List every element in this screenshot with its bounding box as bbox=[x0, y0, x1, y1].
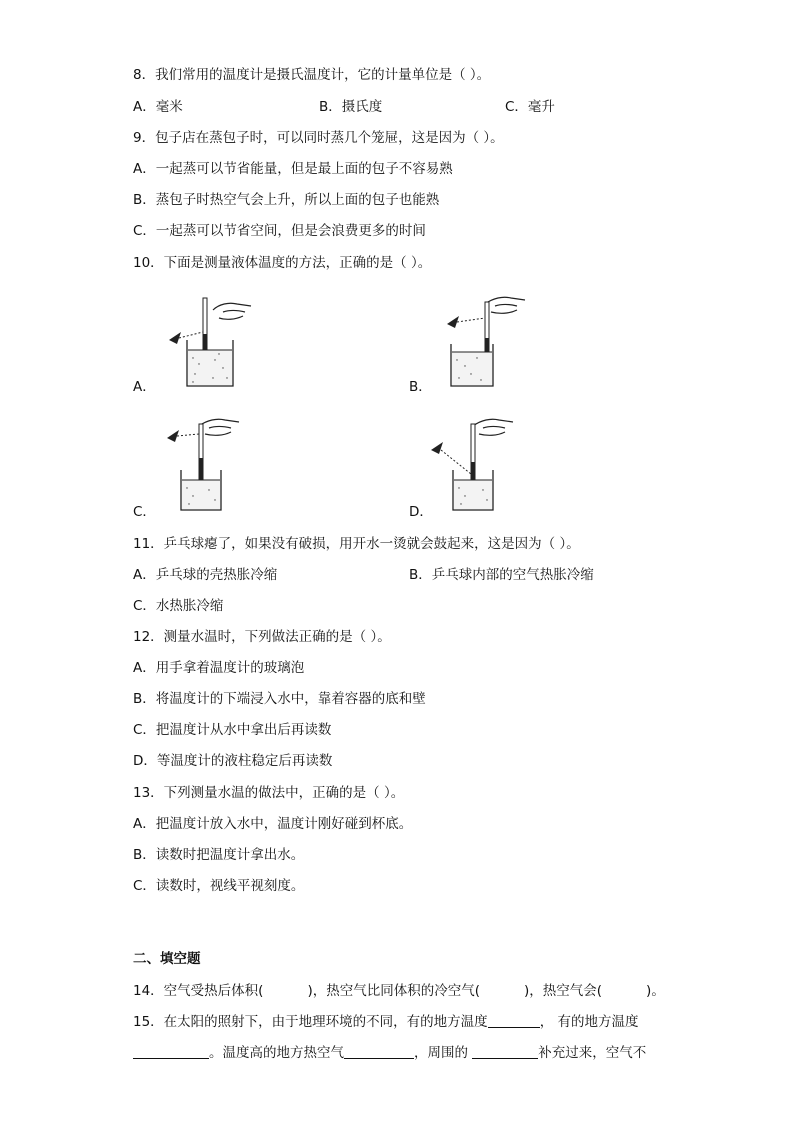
q9-option-b: B．蒸包子时热空气会上升，所以上面的包子也能熟 bbox=[133, 192, 440, 208]
section-heading: 二、填空题 bbox=[133, 951, 201, 967]
q15-blank-2[interactable] bbox=[133, 1058, 209, 1059]
q13-option-a: A．把温度计放入水中，温度计刚好碰到杯底。 bbox=[133, 816, 413, 832]
q11-stem: 11．乒乓球瘪了，如果没有破损，用开水一烫就会鼓起来，这是因为（ ）。 bbox=[133, 536, 580, 552]
q15-part-1: 15．在太阳的照射下，由于地理环境的不同，有的地方温度 bbox=[133, 1014, 488, 1030]
q12-option-a: A．用手拿着温度计的玻璃泡 bbox=[133, 660, 305, 676]
q9-option-c: C．一起蒸可以节省空间，但是会浪费更多的时间 bbox=[133, 223, 426, 239]
q14-text bbox=[133, 982, 665, 1000]
beaker-figure-b bbox=[441, 294, 541, 390]
q8-option-a: A．毫米 bbox=[133, 99, 183, 115]
beaker-figure-d bbox=[427, 414, 527, 514]
q8-stem: 8．我们常用的温度计是摄氏温度计，它的计量单位是（ ）。 bbox=[133, 67, 491, 83]
q13-stem: 13．下列测量水温的做法中，正确的是（ ）。 bbox=[133, 785, 405, 801]
q15-part-3: 。温度高的地方热空气 bbox=[209, 1045, 344, 1061]
q15-part-2: ， 有的地方温度 bbox=[539, 1014, 639, 1030]
q15-blank-1[interactable] bbox=[488, 1027, 540, 1028]
q9-option-a: A．一起蒸可以节省能量，但是最上面的包子不容易熟 bbox=[133, 161, 453, 177]
q11-option-a: A．乒乓球的壳热胀冷缩 bbox=[133, 567, 278, 583]
q10-option-c: C． bbox=[133, 504, 156, 520]
q8-option-b: B．摄氏度 bbox=[319, 99, 383, 115]
q11-option-b: B．乒乓球内部的空气热胀冷缩 bbox=[409, 567, 594, 583]
q14-part-4: )。 bbox=[646, 983, 665, 999]
q9-stem: 9．包子店在蒸包子时，可以同时蒸几个笼屉，这是因为（ ）。 bbox=[133, 130, 504, 146]
q15-part-4: ，周围的 bbox=[414, 1045, 473, 1061]
q10-option-b: B． bbox=[409, 379, 432, 395]
q12-option-b: B．将温度计的下端浸入水中，靠着容器的底和壁 bbox=[133, 691, 426, 707]
q14-part-3: )，热空气会( bbox=[524, 983, 603, 999]
q13-option-b: B．读数时把温度计拿出水。 bbox=[133, 847, 305, 863]
q15-line-2 bbox=[133, 1044, 646, 1062]
q15-line-1 bbox=[133, 1013, 638, 1031]
q11-option-c: C．水热胀冷缩 bbox=[133, 598, 224, 614]
q10-option-d: D． bbox=[409, 504, 433, 520]
q13-option-c: C．读数时，视线平视刻度。 bbox=[133, 878, 305, 894]
q15-blank-4[interactable] bbox=[472, 1058, 538, 1059]
q12-option-c: C．把温度计从水中拿出后再读数 bbox=[133, 722, 332, 738]
beaker-figure-c bbox=[163, 414, 263, 514]
q15-part-5: 补充过来，空气不 bbox=[538, 1045, 647, 1061]
q15-blank-3[interactable] bbox=[344, 1058, 414, 1059]
beaker-figure-a bbox=[163, 294, 263, 390]
q10-option-a: A． bbox=[133, 379, 156, 395]
q14-part-1: 14．空气受热后体积( bbox=[133, 983, 264, 999]
q12-stem: 12．测量水温时，下列做法正确的是（ ）。 bbox=[133, 629, 391, 645]
q8-option-c: C．毫升 bbox=[505, 99, 555, 115]
q14-part-2: )，热空气比同体积的冷空气( bbox=[307, 983, 480, 999]
q10-stem: 10．下面是测量液体温度的方法，正确的是（ ）。 bbox=[133, 255, 432, 271]
q12-option-d: D．等温度计的液柱稳定后再读数 bbox=[133, 753, 333, 769]
